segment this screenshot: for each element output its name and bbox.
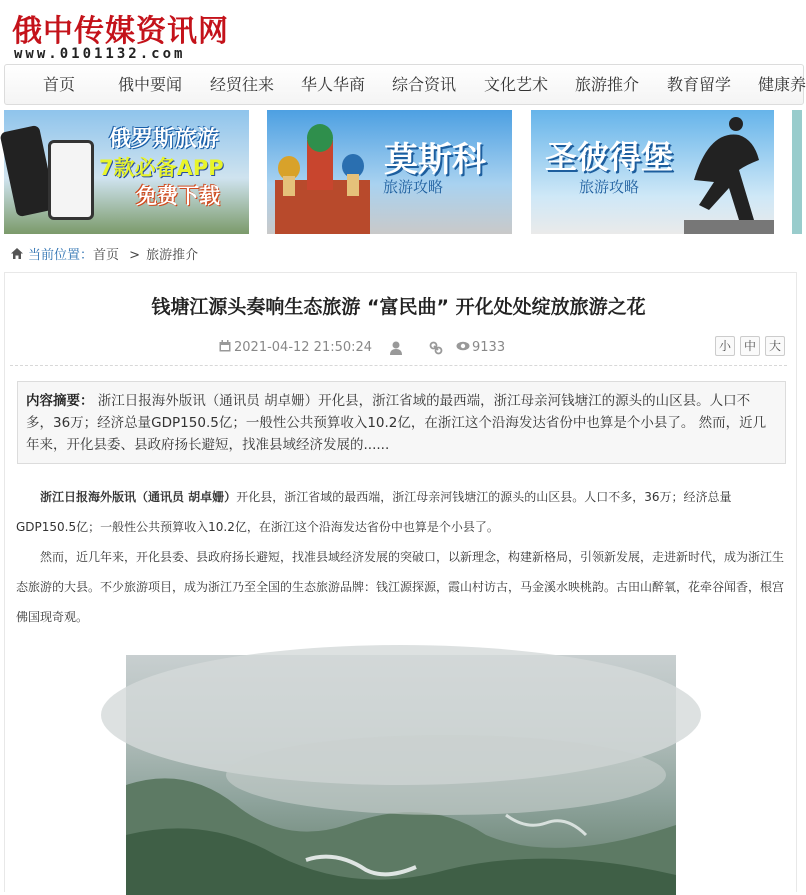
site-name: 俄中传媒资讯网 — [12, 14, 229, 49]
paragraph-1 — [16, 482, 786, 542]
font-size-medium-button[interactable]: 中 — [740, 336, 760, 356]
article-date — [219, 339, 372, 357]
article-summary — [17, 381, 786, 464]
banner-subtitle: 旅游攻略 — [579, 178, 640, 196]
phone-image — [48, 140, 94, 220]
banner-strip — [0, 110, 797, 234]
nav-item-education[interactable]: 教育留学 — [667, 75, 732, 94]
paragraph-2-line-3: 佛国现奇观。 — [16, 610, 89, 624]
paragraph-2-line-1: 然而，近几年来，开化县委、县政府扬长避短，找准县域经济发展的突破口，以新理念，构建新格局，引领新发展，走进新时代，成为浙江生 — [40, 550, 785, 564]
paragraph-2 — [16, 542, 786, 632]
cathedral-illustration — [267, 110, 377, 234]
nav-item-home[interactable]: 首页 — [43, 75, 76, 94]
breadcrumb-home[interactable]: 首页 — [93, 248, 120, 263]
banner-title: 圣彼得堡 — [545, 138, 674, 176]
banner-partial[interactable] — [792, 110, 802, 234]
nav-item-trade[interactable]: 经贸往来 — [210, 75, 275, 94]
paragraph-1-line-1: 开化县，浙江省域的最西端，浙江母亲河钱塘江的源头的山区县。人口不多，36万；经济总量 — [236, 490, 732, 504]
summary-label: 内容摘要： — [26, 393, 94, 409]
article-views — [456, 339, 505, 357]
banner-title: 莫斯科 — [384, 140, 486, 180]
article-title: 钱塘江源头奏响生态旅游 “富民曲” 开化处处绽放旅游之花 — [151, 296, 646, 318]
article-views-count: 9133 — [472, 340, 506, 355]
paragraph-1-source: 浙江日报海外版讯（通讯员 胡卓姗） — [40, 490, 237, 504]
nav-item-news[interactable]: 俄中要闻 — [118, 75, 183, 94]
font-size-large-button[interactable]: 大 — [765, 336, 785, 356]
breadcrumb-section[interactable]: 旅游推介 — [146, 248, 199, 263]
main-nav — [4, 64, 804, 105]
summary-text: 浙江日报海外版讯（通讯员 胡卓姗）开化县，浙江省域的最西端，浙江母亲河钱塘江的源头的山区县。人口不多，36万；经济总量GDP150.5亿；一般性公共预算收入10.2亿，在浙江这个沿海发达省份中也算是个小县了。 然而，近几年来，开化县委、县政府扬长避短，找准县域经济发展的...... — [26, 393, 767, 453]
horseman-statue-illustration — [684, 110, 774, 234]
nav-item-overseas-chinese[interactable]: 华人华商 — [301, 75, 366, 94]
divider — [10, 365, 787, 366]
banner-subtitle: 旅游攻略 — [383, 178, 444, 196]
banner-moscow[interactable] — [267, 110, 512, 234]
site-url: www.0101132.com — [14, 46, 186, 62]
banner-line3: 免费下载 — [136, 184, 220, 208]
nav-item-general[interactable]: 综合资讯 — [392, 75, 457, 94]
article-date-text: 2021-04-12 21:50:24 — [234, 340, 373, 355]
banner-st-petersburg[interactable] — [531, 110, 774, 234]
link-icon — [429, 341, 443, 359]
nav-item-health[interactable]: 健康养 — [758, 75, 806, 94]
font-size-small-button[interactable]: 小 — [715, 336, 735, 356]
home-icon — [10, 247, 24, 260]
nav-item-travel[interactable]: 旅游推介 — [575, 75, 640, 94]
breadcrumb-label: 当前位置： — [28, 248, 94, 263]
banner-line2: 7款必备APP — [99, 156, 224, 180]
site-logo[interactable] — [8, 4, 258, 60]
article-photo-misty-mountains — [126, 655, 676, 895]
paragraph-2-line-2: 态旅游的大县。不少旅游项目，成为浙江乃至全国的生态旅游品牌：钱江源探源，霞山村访古，马金溪水映桃韵。古田山醉氧，花牵谷闻香，根宫 — [16, 580, 785, 594]
author-icon — [390, 341, 402, 359]
nav-item-culture[interactable]: 文化艺术 — [484, 75, 549, 94]
breadcrumb-separator: > — [129, 248, 141, 263]
banner-line1: 俄罗斯旅游 — [109, 127, 220, 152]
mountain-landscape — [126, 655, 676, 895]
breadcrumb — [10, 247, 198, 265]
banner-russia-apps[interactable] — [4, 110, 249, 234]
calendar-icon — [219, 340, 231, 352]
eye-icon — [456, 341, 470, 351]
paragraph-1-line-2: GDP150.5亿；一般性公共预算收入10.2亿，在浙江这个沿海发达省份中也算是个小县了。 — [16, 520, 499, 534]
